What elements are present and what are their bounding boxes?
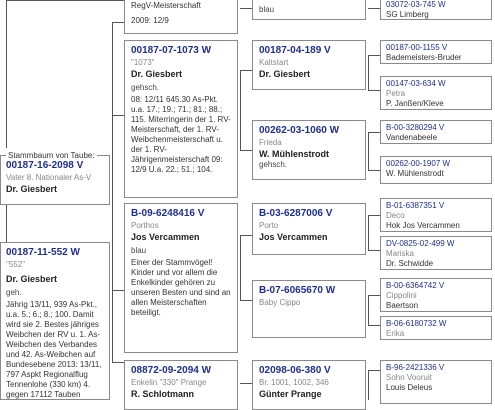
connector-line: [6, 0, 124, 1]
dds2-name: Petra: [386, 89, 406, 98]
dms-owner: Günter Prange: [259, 389, 322, 399]
sire-top-line2: 2009: 12/9: [131, 16, 169, 25]
dd2-color: blau: [131, 246, 147, 255]
dam-color: geh.: [6, 288, 22, 297]
dd2s-name: Porto: [259, 221, 279, 230]
connector-line: [112, 22, 113, 362]
dm1-card[interactable]: [380, 360, 492, 404]
sire-top-card[interactable]: [124, 0, 238, 34]
ss-top-card[interactable]: [252, 0, 366, 20]
t1-card[interactable]: [380, 0, 492, 20]
dms-ring[interactable]: 02098-06-380 V: [259, 365, 331, 376]
connector-line: [240, 383, 252, 384]
dds1-owner: Bademeisters-Bruder: [386, 53, 462, 62]
d2a-name: Deco: [386, 211, 405, 220]
dd1-color: gehsch.: [131, 83, 160, 92]
ddd-name: Kaltstart: [259, 58, 289, 67]
dds2-ring[interactable]: 00147-03-634 W: [386, 79, 446, 88]
d2c-owner: Baertson: [386, 301, 419, 310]
dd2m-name: Baby Cippo: [259, 298, 301, 307]
dm1-owner: Louis Deleus: [386, 383, 433, 392]
ddm-owner: W. Mühlenstrodt: [259, 149, 329, 159]
subject-owner: Dr. Giesbert: [6, 184, 58, 194]
dd1-card[interactable]: [124, 40, 238, 198]
connector-line: [368, 215, 380, 216]
d2c-name: Cippolini: [386, 291, 417, 300]
dd2s-ring[interactable]: B-03-6287006 V: [259, 208, 333, 219]
d2a-ring[interactable]: B-01-6387351 V: [386, 201, 445, 210]
d2c-ring[interactable]: B-00-6364742 V: [386, 281, 445, 290]
dd2-owner: Jos Vercammen: [131, 232, 200, 242]
connector-line: [368, 132, 380, 133]
connector-line: [240, 235, 252, 236]
dds2-owner: P. Janßen/Kleve: [386, 99, 444, 108]
tree-label: Stammbaum von Taube:: [8, 151, 95, 160]
ddd-ring[interactable]: 00187-04-189 V: [259, 45, 331, 56]
dm-owner: R. Schlotmann: [131, 389, 195, 399]
dd2-card[interactable]: [124, 203, 238, 353]
dms-name: Br. 1001, 1002, 346: [259, 378, 329, 387]
connector-line: [112, 362, 124, 363]
d2b-card[interactable]: [380, 236, 492, 270]
connector-line: [368, 295, 369, 325]
connector-line: [240, 8, 252, 9]
ddm-color: gehsch.: [259, 160, 288, 169]
connector-line: [368, 325, 380, 326]
ddm-name: Frieda: [259, 138, 282, 147]
dam-owner: Dr. Giesbert: [6, 274, 58, 284]
connector-line: [368, 215, 369, 250]
connector-line: [112, 22, 124, 23]
d2d-ring[interactable]: B-06-6180732 W: [386, 319, 447, 328]
dd1-description: 08: 12/11 645.30 As-Pkt. u.a. 17.; 19.; 71.; 81.; 88.; 115. Miterringerin der 1. RV-Meisterschaft, der 1. RV-Weibchenmeisterschaft u. der 1. RV-Jährigenmeisterschaft 09: 12/9 U.a. 22.; 51.; 104.: [131, 95, 231, 174]
t1-owner: SG Limberg: [386, 10, 429, 19]
dm-name: Enkelin "330" Prange: [131, 378, 207, 387]
connector-line: [368, 170, 380, 171]
dd2m-card[interactable]: [252, 280, 366, 338]
ddm-ring[interactable]: 00262-03-1060 W: [259, 125, 340, 136]
sire-top-line1: RegV-Meisterschaft: [131, 1, 201, 10]
dd1-ring[interactable]: 00187-07-1073 W: [131, 45, 212, 56]
dd2m-ring[interactable]: B-07-6065670 W: [259, 285, 336, 296]
dds3-ring[interactable]: B-00-3280294 V: [386, 123, 445, 132]
connector-line: [240, 70, 241, 150]
connector-line: [368, 55, 380, 56]
subject-ring[interactable]: 00187-16-2098 V: [6, 160, 84, 171]
connector-line: [112, 115, 124, 116]
dds4-owner: W. Mühlenstrodt: [386, 169, 444, 178]
dam-card[interactable]: [0, 242, 110, 400]
d2b-ring[interactable]: DV-0825-02-499 W: [386, 239, 455, 248]
dd2s-owner: Jos Vercammen: [259, 232, 328, 242]
d2b-name: Mariska: [386, 249, 415, 258]
connector-line: [112, 290, 124, 291]
dm1-name: Sohn Vooruit: [386, 373, 432, 382]
t1-ring[interactable]: 03072-03-745 W: [386, 0, 446, 9]
dds3-owner: Vandenabeele: [386, 133, 438, 142]
d2a-owner: Hok Jos Vercammen: [386, 221, 460, 230]
dd1-owner: Dr. Giesbert: [131, 69, 183, 79]
dd2-name: Porthos: [131, 221, 159, 230]
connector-line: [240, 150, 252, 151]
d2c-card[interactable]: [380, 278, 492, 312]
connector-line: [368, 295, 380, 296]
d2b-owner: Dr. Schwidde: [386, 259, 434, 268]
dms-card[interactable]: [252, 360, 366, 410]
dam-ring[interactable]: 00187-11-552 W: [6, 247, 80, 258]
dm-ring[interactable]: 08872-09-2094 W: [131, 365, 212, 376]
connector-line: [368, 55, 369, 90]
subject-name: Vater 8. Nationaler As-V: [6, 173, 92, 182]
subject-card[interactable]: [0, 155, 110, 205]
connector-line: [240, 300, 252, 301]
dam-name: "552": [6, 260, 26, 269]
connector-line: [6, 0, 7, 148]
dds2-card[interactable]: [380, 76, 492, 110]
connector-line: [368, 8, 380, 9]
dds1-card[interactable]: [380, 40, 492, 64]
dd2s-card[interactable]: [252, 203, 366, 255]
dm-card[interactable]: [124, 360, 238, 410]
d2a-card[interactable]: [380, 198, 492, 232]
dd2-description: Einer der Stammvögel! Kinder und vor allem die Enkelkinder gehören zu unseren Besten und sind an allen Meisterschaften beteiligt.: [131, 258, 231, 317]
dds3-card[interactable]: [380, 120, 492, 144]
ddm-card[interactable]: [252, 120, 366, 180]
dds4-card[interactable]: [380, 156, 492, 184]
connector-line: [368, 132, 369, 170]
d2d-card[interactable]: [380, 316, 492, 340]
ddd-owner: Dr. Giesbert: [259, 69, 311, 79]
dam-description: Jährig 13/11, 939 As-Pkt., u.a. 5.; 6.; 8.; 100. Damit wird sie 2. Bestes jähriges Weibchen der RV u. 1. As-Weibchen des Verbandes und 42. As-Weibchen auf Bundesebene 2013: 13/11, 797 Aspkt Regionalflug Tennenlohe (330 km) 4. gegen 17112 Tauben: [6, 300, 102, 399]
dds1-ring[interactable]: 00187-00-1155 V: [386, 43, 448, 52]
connector-line: [240, 235, 241, 300]
connector-line: [240, 70, 252, 71]
connector-line: [368, 370, 369, 400]
dm1-ring[interactable]: B-96-2421336 V: [386, 363, 445, 372]
dd2-ring[interactable]: B-09-6248416 V: [131, 208, 205, 219]
ss-top-color: blau: [259, 5, 275, 14]
dd1-name: "1073": [131, 58, 155, 67]
connector-line: [368, 90, 380, 91]
connector-line: [6, 205, 7, 242]
connector-line: [368, 250, 380, 251]
d2d-name: Erika: [386, 329, 405, 338]
ddd-card[interactable]: [252, 40, 366, 90]
dds4-ring[interactable]: 00262-00-1907 W: [386, 159, 451, 168]
connector-line: [368, 370, 380, 371]
